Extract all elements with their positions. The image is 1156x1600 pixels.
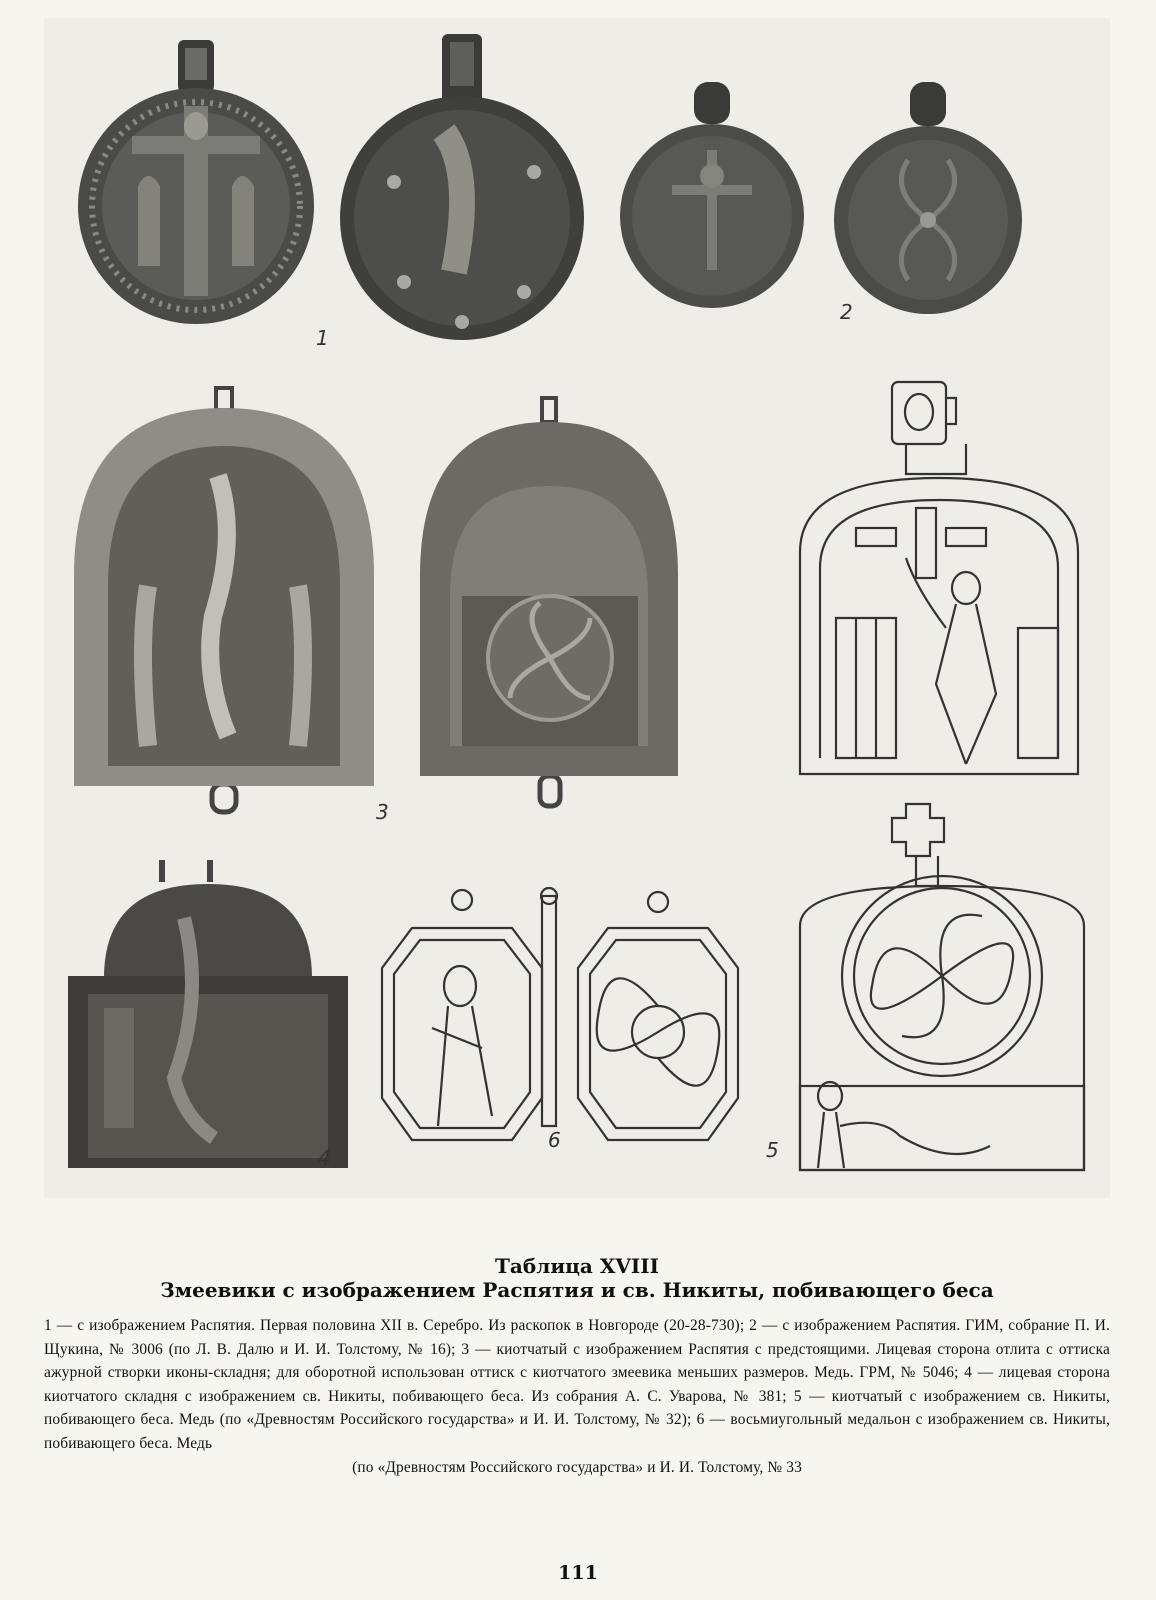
- figure-2-reverse: [830, 80, 1026, 320]
- figure-label-5: 5: [766, 1138, 779, 1162]
- caption-last-line: (по «Древностям Российского государства» и И. И. Толстому, № 33: [352, 1458, 802, 1476]
- figure-3-back: [416, 396, 682, 816]
- caption-heading: Змеевики с изображением Распятия и св. Никиты, побивающего беса: [160, 1278, 994, 1302]
- figure-4-folding-icon: [64, 858, 352, 1172]
- illustration-plate: [44, 18, 1110, 1198]
- figure-label-1: 1: [316, 326, 329, 350]
- caption: [44, 1254, 1110, 1479]
- figure-label-4: 4: [318, 1146, 331, 1170]
- page-number: 111: [558, 1562, 598, 1584]
- figure-1-reverse: [334, 32, 590, 342]
- figure-label-3: 3: [376, 800, 389, 824]
- figure-1-obverse: [72, 36, 318, 336]
- figure-2-obverse: [618, 80, 806, 320]
- caption-body: 1 — с изображением Распятия. Первая половина XII в. Серебро. Из раскопок в Новгороде (20-28-730); 2 — с изображением Распятия. ГИМ, собрание П. И. Щукина, № 3006 (по Л. В. Далю и И. И. Толстому, № 16); 3 — киотчатый с изображением Распятия с предстоящими. Лицевая сторона отлита с оттиска ажурной створки иконы-складня; для оборотной использован оттиск с киотчатого змеевика меньших размеров. Медь. ГРМ, № 5046; 4 — лицевая сторона киотчатого складня с изображением св. Никиты, побивающего беса. Из собрания А. С. Уварова, № 381; 5 — киотчатый с изображением св. Никиты, побивающего беса. Медь (по «Древностям Российского государства» и И. И. Толстому, № 32); 6 — восьмиугольный медальон с изображением св. Никиты, побивающего беса. Медь: [44, 1317, 1110, 1452]
- figure-label-2: 2: [840, 300, 853, 324]
- figure-3-drawing-nikita: [796, 378, 1082, 780]
- figure-5-drawing-icon-case: [796, 796, 1088, 1176]
- caption-text: [44, 1314, 1110, 1479]
- figure-3-front: [68, 386, 380, 826]
- figure-6-octagonal-medallion: [372, 878, 752, 1158]
- figure-label-6: 6: [548, 1128, 561, 1152]
- table-label: Таблица XVIII: [495, 1254, 659, 1278]
